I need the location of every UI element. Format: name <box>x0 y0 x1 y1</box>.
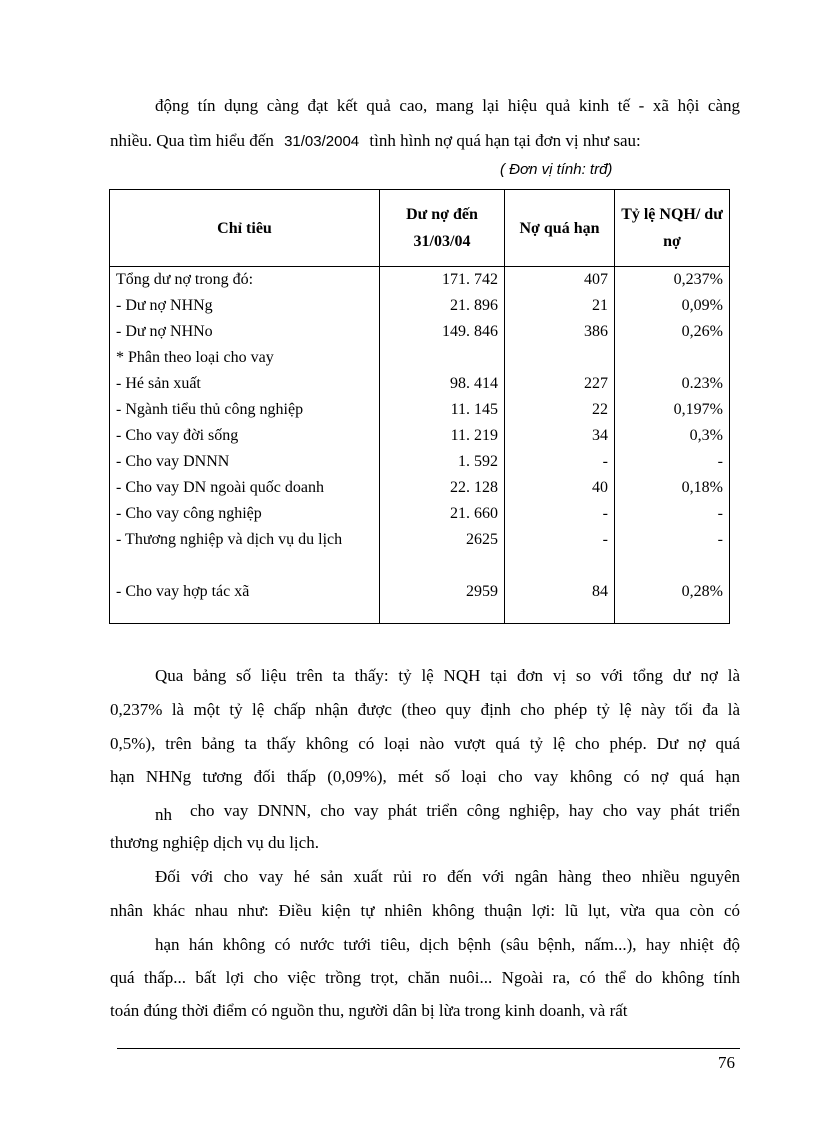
row-outstanding: 22. 128 <box>380 475 505 501</box>
body-line-9: hạn hán không có nước tưới tiêu, dịch bệnh (sâu bệnh, nấm...), hay nhiệt độ <box>155 935 740 954</box>
page-number: 76 <box>718 1053 735 1072</box>
table-row <box>110 501 730 527</box>
row-outstanding: 2959 <box>380 579 505 624</box>
intro-line-2 <box>110 130 641 153</box>
body-line-5: cho vay DNNN, cho vay phát triển công nghiệp, hay cho vay phát triển <box>190 801 740 820</box>
table-row <box>110 423 730 449</box>
body-line-3: 0,5%), trên bảng ta thấy không có loại nào vượt quá tỷ lệ cho phép. Dư nợ quá <box>110 734 740 753</box>
row-overdue: - <box>505 527 615 579</box>
row-overdue: 407 <box>505 267 615 294</box>
table-row <box>110 319 730 345</box>
row-outstanding: 171. 742 <box>380 267 505 294</box>
body-line-10: quá thấp... bất lợi cho việc trồng trọt, chăn nuôi... Ngoài ra, có thể do không tính <box>110 968 740 987</box>
row-label: * Phân theo loại cho vay <box>110 345 380 371</box>
header-ratio: Tỷ lệ NQH/ dư nợ <box>615 190 730 267</box>
intro-line-2-start: nhiều. Qua tìm hiểu đến <box>110 131 274 150</box>
header-indicator: Chỉ tiêu <box>110 190 380 267</box>
row-overdue: - <box>505 449 615 475</box>
row-ratio: - <box>615 449 730 475</box>
body-line-6: thương nghiệp dịch vụ du lịch. <box>110 833 319 852</box>
row-outstanding: 98. 414 <box>380 371 505 397</box>
unit-note: ( Đơn vị tính: trđ) <box>500 161 613 178</box>
row-outstanding <box>380 345 505 371</box>
row-ratio <box>615 345 730 371</box>
intro-line-1: động tín dụng càng đạt kết quả cao, mang lại hiệu quả kinh tế - xã hội càng <box>155 96 740 115</box>
row-overdue: - <box>505 501 615 527</box>
row-ratio: - <box>615 527 730 579</box>
row-overdue: 34 <box>505 423 615 449</box>
table-header-row <box>110 190 730 267</box>
row-outstanding: 1. 592 <box>380 449 505 475</box>
row-label: - Ngành tiểu thủ công nghiệp <box>110 397 380 423</box>
row-ratio: 0,28% <box>615 579 730 624</box>
overdue-debt-table <box>109 189 730 624</box>
row-outstanding: 11. 219 <box>380 423 505 449</box>
body-line-2: 0,237% là một tỷ lệ chấp nhận được (theo quy định cho phép tỷ lệ này tối đa là <box>110 700 740 719</box>
row-ratio: 0,3% <box>615 423 730 449</box>
table-row <box>110 267 730 294</box>
row-ratio: 0,26% <box>615 319 730 345</box>
header-overdue: Nợ quá hạn <box>505 190 615 267</box>
row-label: - Dư nợ NHNg <box>110 293 380 319</box>
body-line-4: hạn NHNg tương đối thấp (0,09%), mét số loại cho vay không có nợ quá hạn <box>110 767 740 786</box>
row-overdue: 84 <box>505 579 615 624</box>
row-label: - Cho vay hợp tác xã <box>110 579 380 624</box>
row-label: - Cho vay DNNN <box>110 449 380 475</box>
table-row <box>110 397 730 423</box>
body-line-11: toán đúng thời điểm có nguồn thu, người dân bị lừa trong kinh doanh, và rất <box>110 1001 628 1020</box>
row-overdue: 227 <box>505 371 615 397</box>
header-outstanding: Dư nợ đến 31/03/04 <box>380 190 505 267</box>
row-overdue: 40 <box>505 475 615 501</box>
row-label: - Cho vay DN ngoài quốc doanh <box>110 475 380 501</box>
body-fragment-nh: nh <box>155 805 172 824</box>
table-row <box>110 345 730 371</box>
table-row <box>110 475 730 501</box>
row-label: - Thương nghiệp và dịch vụ du lịch <box>110 527 380 579</box>
table-row <box>110 371 730 397</box>
intro-date: 31/03/2004 <box>284 133 360 150</box>
row-ratio: 0.23% <box>615 371 730 397</box>
body-line-1: Qua bảng số liệu trên ta thấy: tỷ lệ NQH tại đơn vị so với tổng dư nợ là <box>155 666 740 685</box>
table-row <box>110 449 730 475</box>
row-label: - Dư nợ NHNo <box>110 319 380 345</box>
body-line-8: nhân khác nhau như: Điều kiện tự nhiên không thuận lợi: lũ lụt, vừa qua còn có <box>110 901 740 920</box>
table-row <box>110 527 730 579</box>
row-outstanding: 149. 846 <box>380 319 505 345</box>
row-overdue: 386 <box>505 319 615 345</box>
row-label: - Cho vay đời sống <box>110 423 380 449</box>
table-row <box>110 293 730 319</box>
row-ratio: 0,18% <box>615 475 730 501</box>
footer-divider <box>117 1048 740 1049</box>
row-ratio: - <box>615 501 730 527</box>
row-label: Tổng dư nợ trong đó: <box>110 267 380 294</box>
intro-line-2-end: tình hình nợ quá hạn tại đơn vị như sau: <box>369 131 641 150</box>
row-ratio: 0,197% <box>615 397 730 423</box>
table-row <box>110 579 730 624</box>
row-ratio: 0,09% <box>615 293 730 319</box>
row-overdue: 22 <box>505 397 615 423</box>
row-label: - Cho vay công nghiệp <box>110 501 380 527</box>
row-outstanding: 2625 <box>380 527 505 579</box>
row-ratio: 0,237% <box>615 267 730 294</box>
row-label: - Hé sản xuất <box>110 371 380 397</box>
body-line-7: Đối với cho vay hé sản xuất rủi ro đến với ngân hàng theo nhiều nguyên <box>155 867 740 886</box>
row-overdue <box>505 345 615 371</box>
row-overdue: 21 <box>505 293 615 319</box>
row-outstanding: 21. 896 <box>380 293 505 319</box>
row-outstanding: 11. 145 <box>380 397 505 423</box>
row-outstanding: 21. 660 <box>380 501 505 527</box>
